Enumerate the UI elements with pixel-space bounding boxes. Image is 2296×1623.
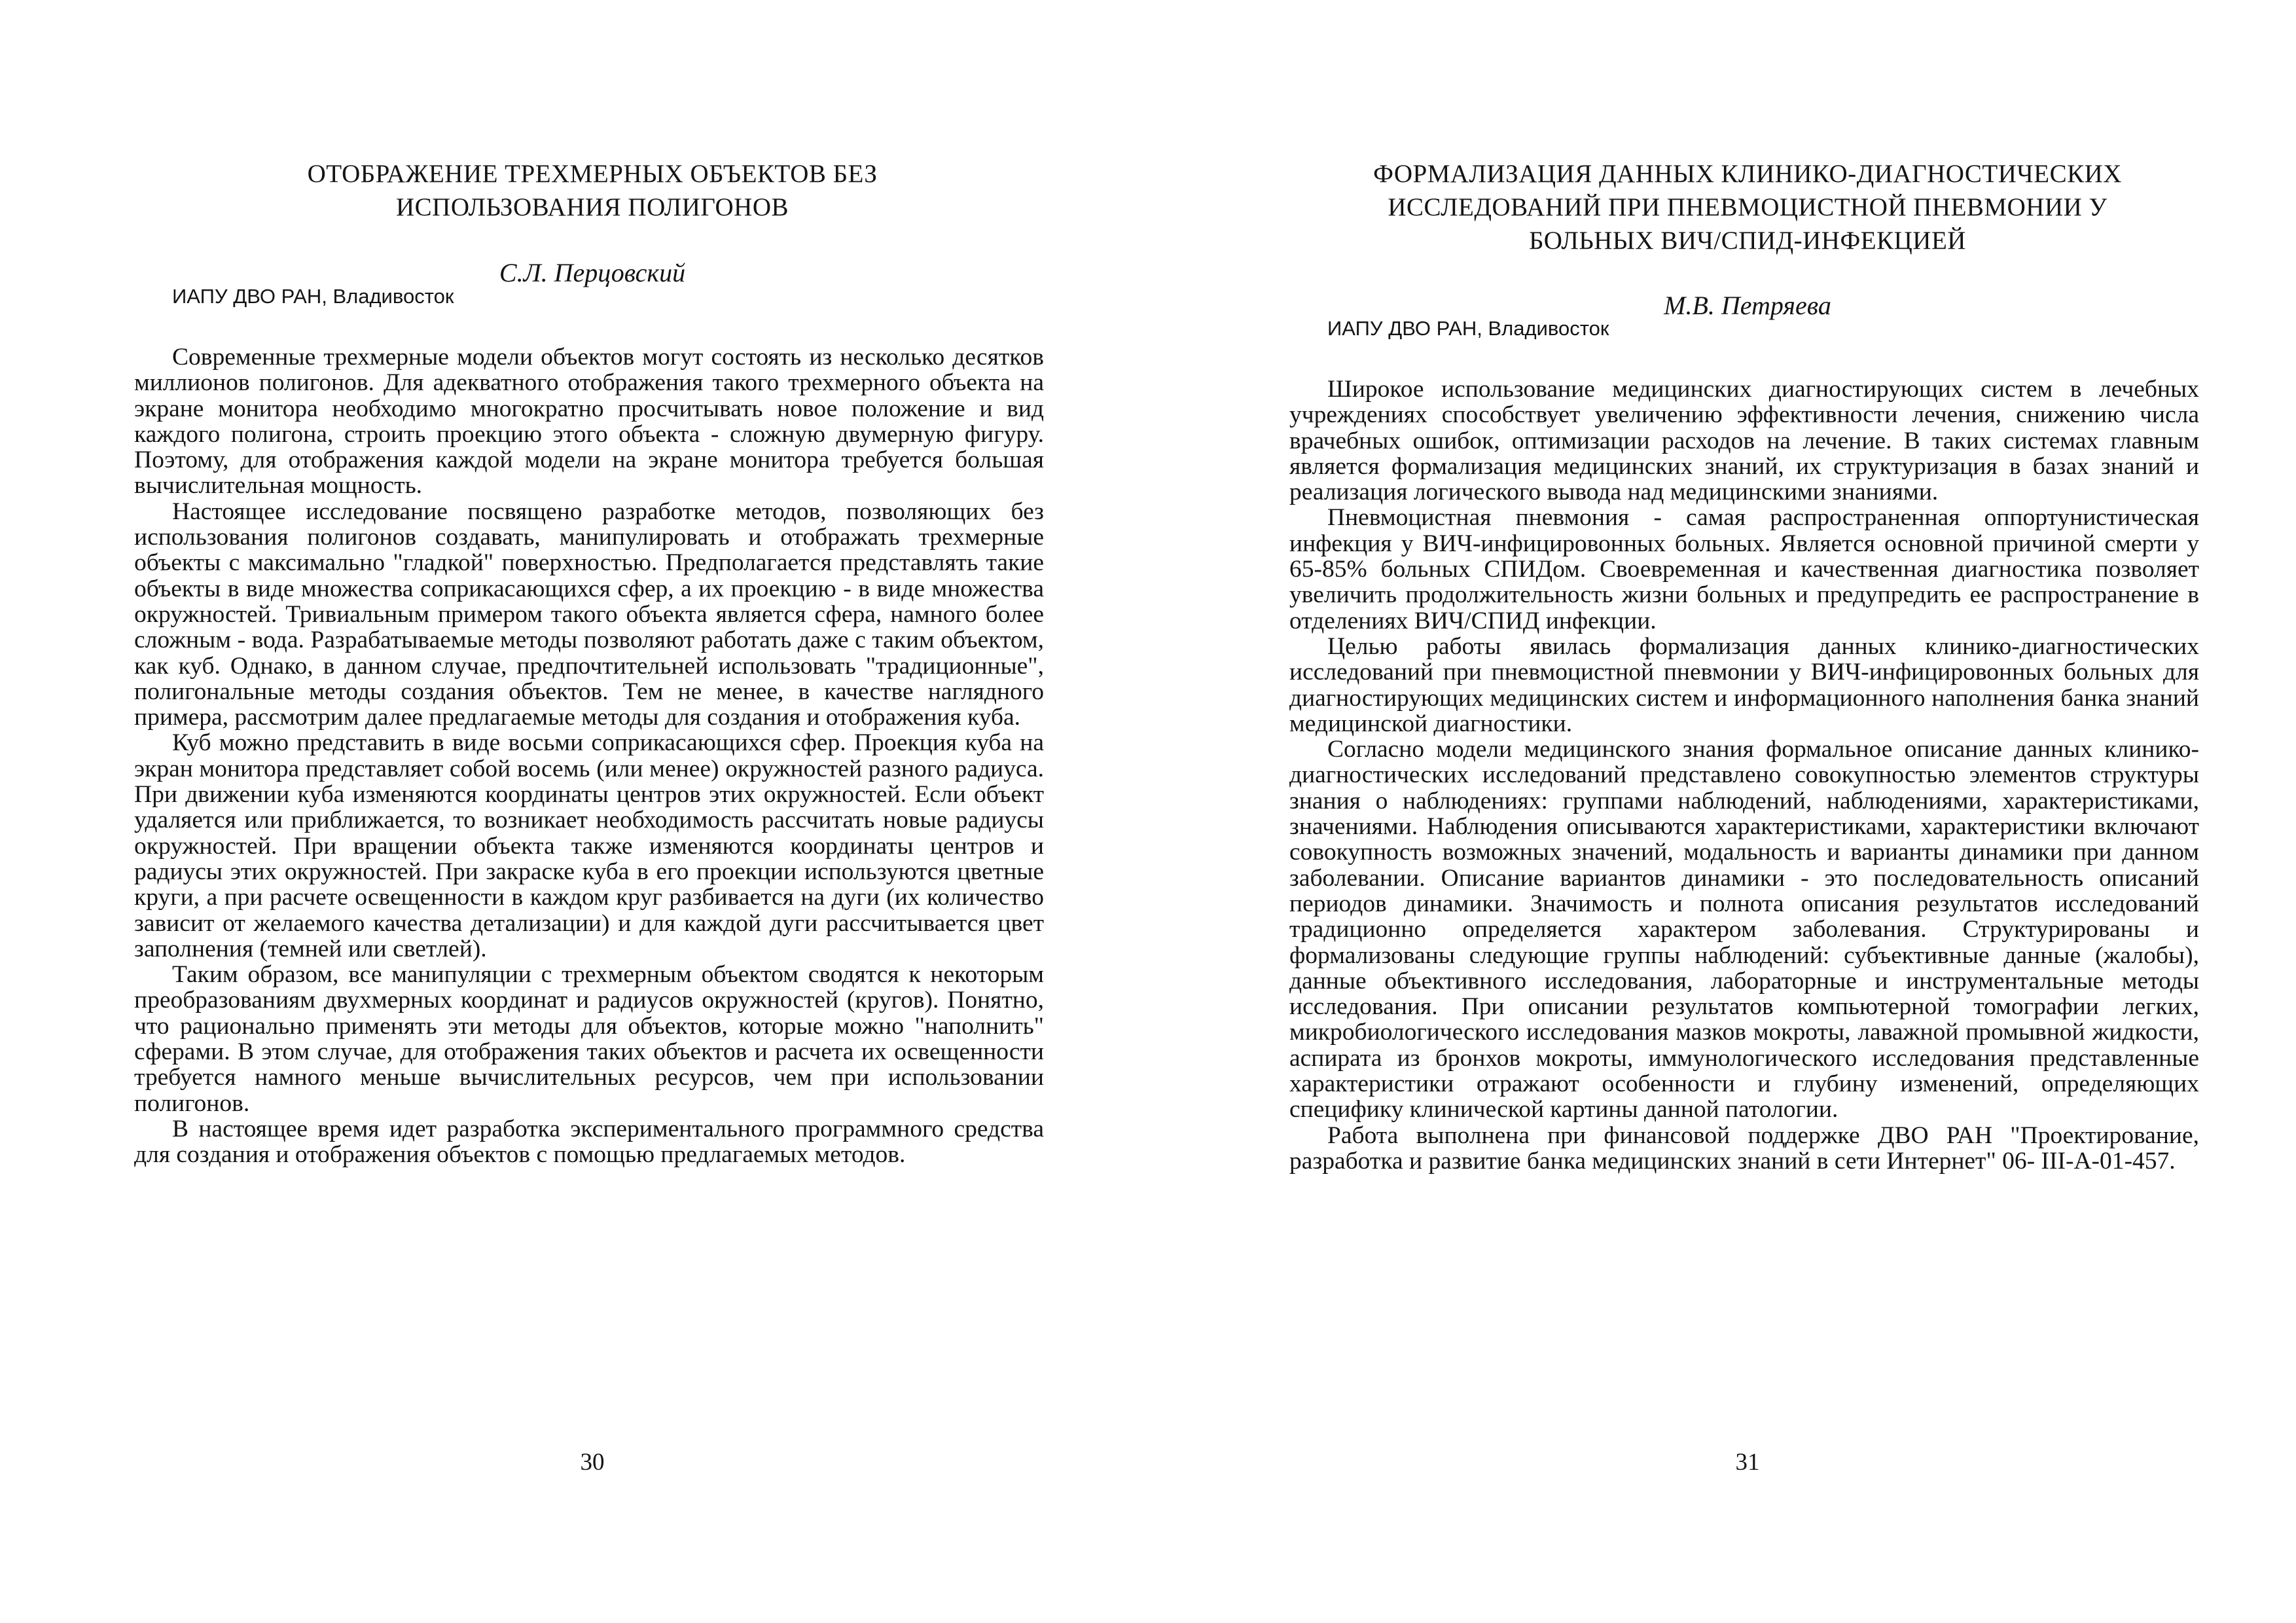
title-line: БОЛЬНЫХ ВИЧ/СПИД-ИНФЕКЦИЕЙ (1529, 227, 1966, 255)
author-name: С.Л. Перцовский (499, 258, 686, 287)
paragraph: В настоящее время идет разработка экспериментального программного средства для создания и отображения объектов с помощью предлагаемых методов. (134, 1115, 1044, 1169)
title-line: ИСПОЛЬЗОВАНИЯ ПОЛИГОНОВ (395, 193, 789, 221)
paragraph: Широкое использование медицинских диагностирующих систем в лечебных учреждениях способствует увеличению эффективности лечения, снижению числа врачебных ошибок, оптимизации расходов на лечение. В таких системах главным является формализация медицинских знаний, их структуризация в базах знаний и реализация логического вывода над медицинскими знаниями. (1289, 376, 2199, 506)
article-title (134, 157, 1050, 224)
title-line: ИССЛЕДОВАНИЙ ПРИ ПНЕВМОЦИСТНОЙ ПНЕВМОНИИ У (1388, 193, 2108, 221)
article-body (1289, 376, 2199, 1174)
paragraph: Целью работы явилась формализация данных клинико-диагностических исследований при пневмоцистной пневмонии у ВИЧ-инфицировонных больных для диагностирующих медицинских систем и информационного наполнения банка знаний медицинской диагностики. (1289, 632, 2199, 737)
paragraph: Пневмоцистная пневмония - самая распространенная оппортунистическая инфекция у ВИЧ-инфицировонных больных. Является основной причиной смерти у 65-85% больных СПИДом. Своевременная и качественная диагностика позволяет увеличить продолжительность жизни больных и предупредить ее распространение в отделениях ВИЧ/СПИД инфекции. (1289, 504, 2199, 634)
author-name: М.В. Петряева (1664, 291, 1831, 320)
paragraph: Современные трехмерные модели объектов могут состоять из несколько десятков миллионов полигонов. Для адекватного отображения такого трехмерного объекта на экране монитора необходимо многократно просчитывать новое положение и вид каждого полигона, строить проекцию этого объекта - сложную двумерную фигуру. Поэтому, для отображения каждой модели на экране монитора требуется большая вычислительная мощность. (134, 344, 1044, 500)
page-30 (134, 0, 1050, 1623)
paragraph: Согласно модели медицинского знания формальное описание данных клинико-диагностических исследований представлено совокупностью элементов структуры знания о наблюдениях: группами наблюдений, наблюдениями, характеристиками, значениями. Наблюдения описываются характеристиками, характеристики включают совокупность возможных значений, модальность и варианты динамики при данном заболевании. Описание вариантов динамики - это последовательность описаний периодов динамики. Значимость и полнота описания результатов исследований традиционно определяется характером заболевания. Структурированы и формализованы следующие группы наблюдений: субъективные данные (жалобы), данные объективного исследования, лабораторные и инструментальные методы исследования. При описании результатов компьютерной томографии легких, микробиологического исследования мазков мокроты, лаважной промывной жидкости, аспирата из бронхов мокроты, иммунологического исследования представленные характеристики отражают особенности и глубину изменений, определяющих специфику клинической картины данной патологии. (1289, 736, 2199, 1123)
article-title (1289, 157, 2206, 257)
paragraph: Таким образом, все манипуляции с трехмерным объектом сводятся к некоторым преобразованиям двухмерных координат и радиусов окружностей (кругов). Понятно, что рационально применять эти методы для объектов, которые можно "наполнить" сферами. В этом случае, для отображения таких объектов и расчета их освещенности требуется намного меньше вычислительных ресурсов, чем при использовании полигонов. (134, 961, 1044, 1117)
title-line: ОТОБРАЖЕНИЕ ТРЕХМЕРНЫХ ОБЪЕКТОВ БЕЗ (307, 160, 878, 188)
title-line: ФОРМАЛИЗАЦИЯ ДАННЫХ КЛИНИКО-ДИАГНОСТИЧЕСКИХ (1373, 160, 2122, 188)
paragraph: Куб можно представить в виде восьми соприкасающихся сфер. Проекция куба на экран монитора представляет собой восемь (или менее) окружностей разного радиуса. При движении куба изменяются координаты центров этих окружностей. Если объект удаляется или приближается, то возникает необходимость рассчитать новые радиусы окружностей. При вращении объекта также изменяются координаты центров и радиусы этих окружностей. При закраске куба в его проекции используются цветные круги, а при расчете освещенности в каждом круг разбивается на дуги (их количество зависит от желаемого качества детализации) и для каждой дуги рассчитывается цвет заполнения (темней или светлей). (134, 729, 1044, 962)
article-body (134, 344, 1044, 1168)
affiliation: ИАПУ ДВО РАН, Владивосток (172, 285, 454, 308)
page-number: 30 (580, 1449, 605, 1476)
paragraph: Работа выполнена при финансовой поддержке ДВО РАН "Проектирование, разработка и развитие банка медицинских знаний в сети Интернет" 06- III-А-01-457. (1289, 1122, 2199, 1175)
page-31 (1289, 0, 2206, 1623)
affiliation: ИАПУ ДВО РАН, Владивосток (1327, 317, 1609, 340)
page-number: 31 (1735, 1449, 1760, 1476)
paragraph: Настоящее исследование посвящено разработке методов, позволяющих без использования полигонов создавать, манипулировать и отображать трехмерные объекты с максимально "гладкой" поверхностью. Предполагается представлять такие объекты в виде множества соприкасающихся сфер, а их проекцию - в виде множества окружностей. Тривиальным примером такого объекта является сфера, намного более сложным - вода. Разрабатываемые методы позволяют работать даже с таким объектом, как куб. Однако, в данном случае, предпочтительней использовать "традиционные", полигональные методы создания объектов. Тем не менее, в качестве наглядного примера, рассмотрим далее предлагаемые методы для создания и отображения куба. (134, 498, 1044, 731)
